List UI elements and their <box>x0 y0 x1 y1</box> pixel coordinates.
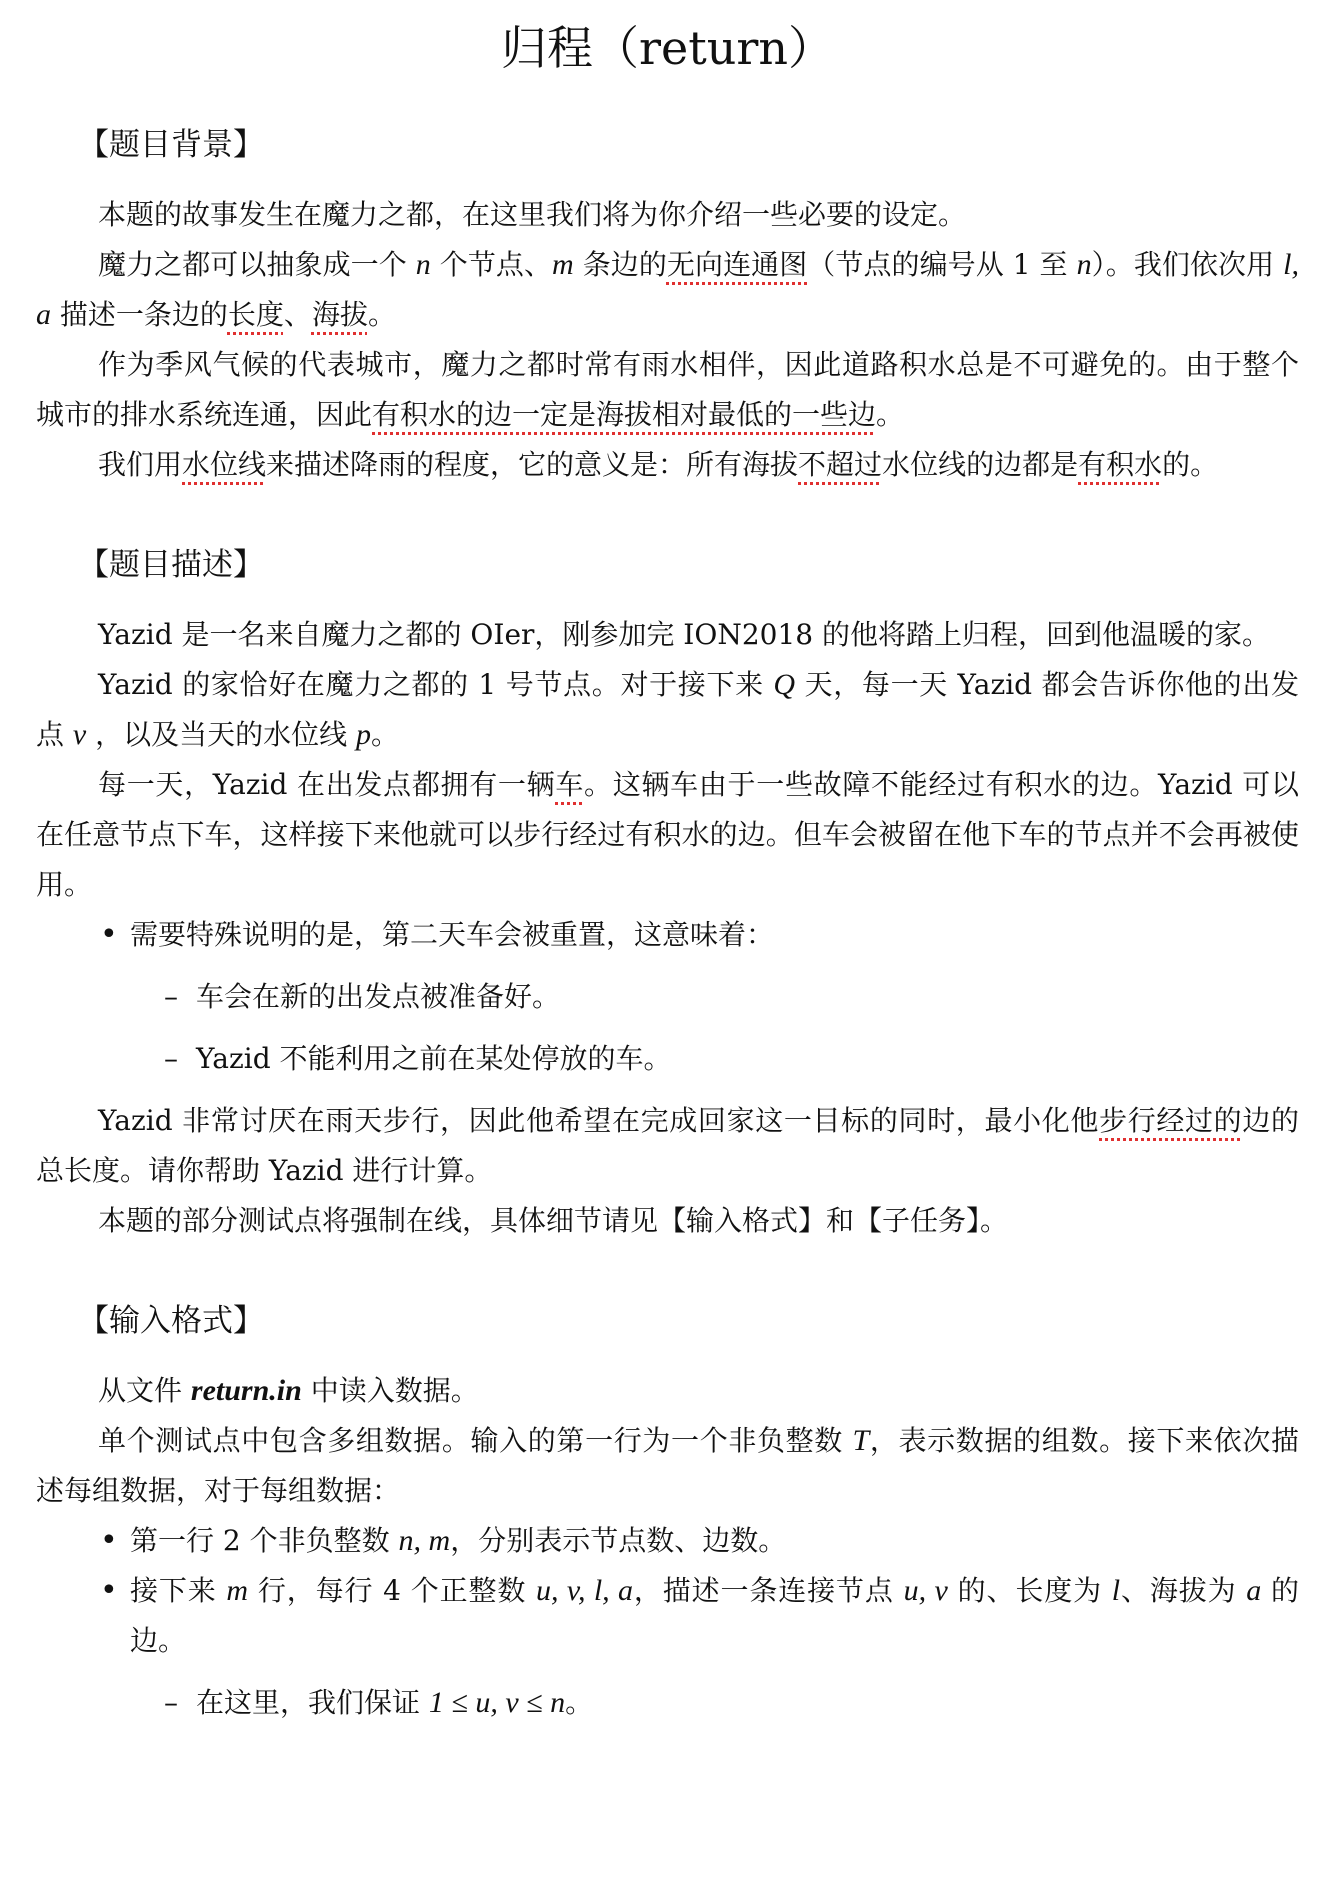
description-paragraph-3: 每一天，Yazid 在出发点都拥有一辆车。这辆车由于一些故障不能经过有积水的边。Yazid 可以在任意节点下车，这样接下来他就可以步行经过有积水的边。但车会被留在他下车的节点并不会再被使用。 <box>36 768 1299 901</box>
list-item: • 第一行 2 个非负整数 n, m，分别表示节点数、边数。 <box>130 1516 1299 1566</box>
description-bullet-list <box>36 910 1299 1084</box>
background-paragraph-3: 作为季风气候的代表城市，魔力之都时常有雨水相伴，因此道路积水总是不可避免的。由于整个城市的排水系统连通，因此有积水的边一定是海拔相对最低的一些边。 <box>36 348 1299 431</box>
input-file-name: return.in <box>190 1374 302 1407</box>
background-paragraph-4: 我们用水位线来描述降雨的程度，它的意义是：所有海拔不超过水位线的边都是有积水的。 <box>98 448 1219 481</box>
emphasis-length: 长度 <box>227 298 284 331</box>
emphasis-undirected-graph: 无向连通图 <box>666 248 808 281</box>
list-item: • 需要特殊说明的是，第二天车会被重置，这意味着： – 车会在新的出发点被准备好。 – Yazid 不能利用之前在某处停放的车。 <box>130 910 1299 1084</box>
document-page <box>0 8 1335 1899</box>
list-item: – Yazid 不能利用之前在某处停放的车。 <box>196 1034 1299 1084</box>
input-paragraph-2: 单个测试点中包含多组数据。输入的第一行为一个非负整数 T，表示数据的组数。接下来依次描述每组数据，对于每组数据： <box>36 1424 1299 1507</box>
description-paragraph-2: Yazid 的家恰好在魔力之都的 1 号节点。对于接下来 Q 天，每一天 Yazid 都会告诉你他的出发点 v ，以及当天的水位线 p。 <box>36 668 1299 751</box>
description-sub-list <box>130 972 1299 1084</box>
emphasis-wet-edges: 有积水的边一定是海拔相对最低的一些边 <box>372 398 877 431</box>
emphasis-altitude: 海拔 <box>311 298 368 331</box>
emphasis-has-water: 有积水 <box>1078 448 1163 481</box>
title-english: （return） <box>593 21 834 75</box>
description-online-note: 本题的部分测试点将强制在线，具体细节请见【输入格式】和【子任务】。 <box>98 1204 1009 1237</box>
input-paragraph-1: 从文件 return.in 中读入数据。 <box>98 1374 479 1407</box>
input-bullet-list <box>36 1516 1299 1728</box>
background-paragraph-2: 魔力之都可以抽象成一个 n 个节点、m 条边的无向连通图（节点的编号从 1 至 n）。我们依次用 l, a 描述一条边的长度、海拔。 <box>36 248 1300 331</box>
section-heading-input: 【输入格式】 <box>78 1303 264 1339</box>
emphasis-car: 车 <box>555 768 585 801</box>
emphasis-water-line: 水位线 <box>182 448 267 481</box>
background-paragraph-1: 本题的故事发生在魔力之都，在这里我们将为你介绍一些必要的设定。 <box>98 198 967 231</box>
list-item: • 接下来 m 行，每行 4 个正整数 u, v, l, a，描述一条连接节点 u, v 的、长度为 l、海拔为 a 的边。 – 在这里，我们保证 1 ≤ u, v ≤ n。 <box>130 1566 1299 1728</box>
description-paragraph-1: Yazid 是一名来自魔力之都的 OIer，刚参加完 ION2018 的他将踏上归程，回到他温暖的家。 <box>98 618 1270 651</box>
emphasis-walked: 步行经过的 <box>1099 1104 1243 1137</box>
list-item: – 在这里，我们保证 1 ≤ u, v ≤ n。 <box>196 1678 1299 1728</box>
input-sub-list <box>130 1678 1299 1728</box>
list-item: – 车会在新的出发点被准备好。 <box>196 972 1299 1022</box>
description-paragraph-4: Yazid 非常讨厌在雨天步行，因此他希望在完成回家这一目标的同时，最小化他步行经过的边的总长度。请你帮助 Yazid 进行计算。 <box>36 1104 1299 1187</box>
section-heading-background: 【题目背景】 <box>78 127 264 163</box>
section-heading-description: 【题目描述】 <box>78 547 264 583</box>
title-chinese: 归程 <box>501 21 594 75</box>
emphasis-not-exceed: 不超过 <box>798 448 883 481</box>
page-title <box>36 8 1299 78</box>
